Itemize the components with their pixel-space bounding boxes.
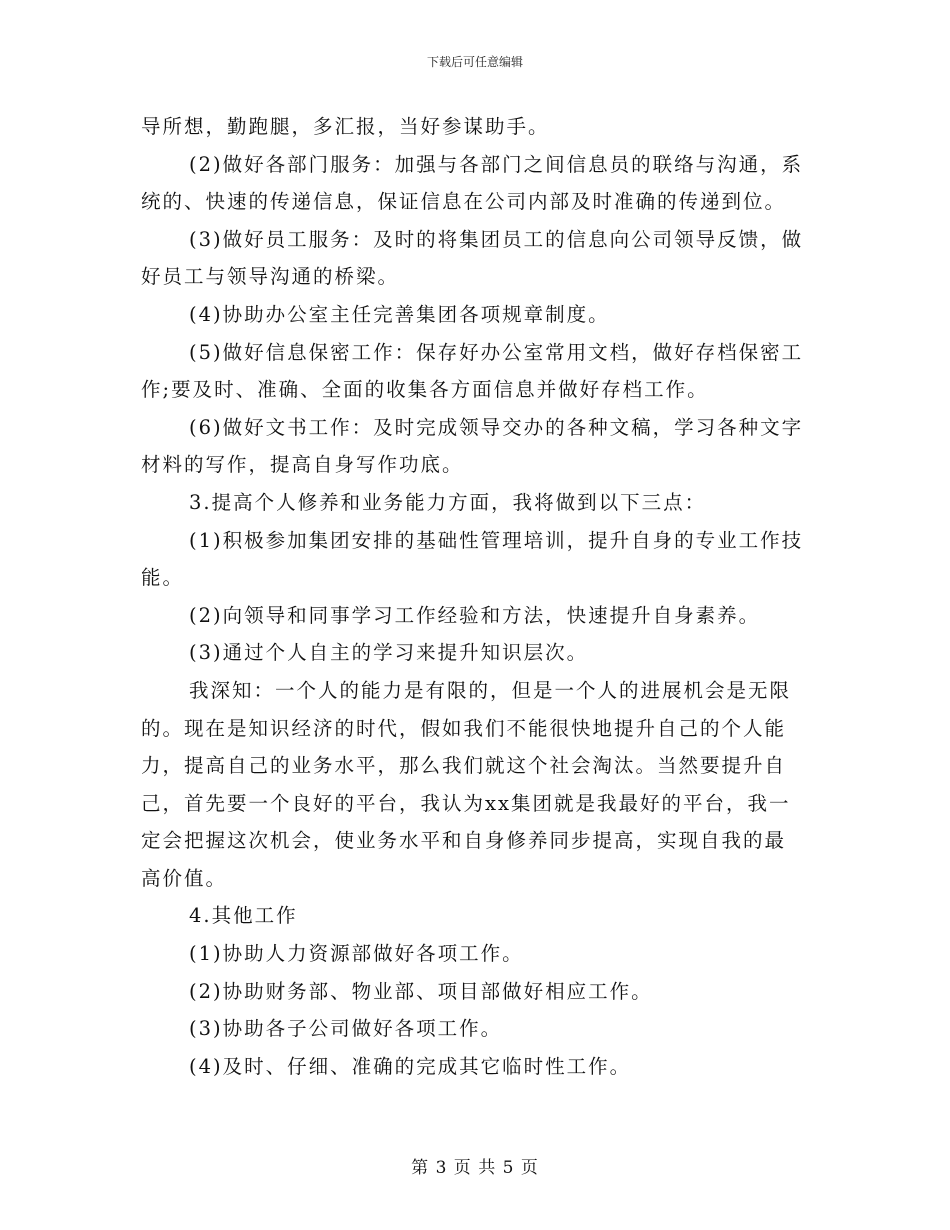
text-line: 能。 bbox=[141, 566, 185, 590]
text-line: (3)做好员工服务：及时的将集团员工的信息向公司领导反馈，做 bbox=[189, 227, 804, 251]
text-line: 定会把握这次机会，使业务水平和自身修养同步提高，实现自我的最 bbox=[141, 829, 787, 853]
section-heading: 3.提高个人修养和业务能力方面，我将做到以下三点： bbox=[189, 490, 707, 514]
document-body bbox=[141, 108, 811, 1085]
text-line: (3)协助各子公司做好各项工作。 bbox=[189, 1017, 503, 1041]
text-line: 导所想，勤跑腿，多汇报，当好参谋助手。 bbox=[141, 115, 550, 138]
text-line: 己，首先要一个良好的平台，我认为xx集团就是我最好的平台，我一 bbox=[141, 791, 791, 815]
text-line: (4)协助办公室主任完善集团各项规章制度。 bbox=[189, 302, 610, 326]
text-line: 的。现在是知识经济的时代，假如我们不能很快地提升自己的个人能 bbox=[141, 716, 787, 740]
text-line: (2)协助财务部、物业部、项目部做好相应工作。 bbox=[189, 979, 653, 1003]
text-line: 作;要及时、准确、全面的收集各方面信息并做好存档工作。 bbox=[141, 378, 709, 402]
text-line: (2)做好各部门服务：加强与各部门之间信息员的联络与沟通，系 bbox=[189, 152, 804, 176]
text-line: (1)协助人力资源部做好各项工作。 bbox=[189, 942, 524, 966]
page-footer: 第 3 页 共 5 页 bbox=[411, 1158, 539, 1178]
text-line: (2)向领导和同事学习工作经验和方法，快速提升自身素养。 bbox=[189, 603, 761, 627]
text-line: 我深知：一个人的能力是有限的，但是一个人的进展机会是无限 bbox=[189, 678, 792, 702]
text-line: 力，提高自己的业务水平，那么我们就这个社会淘汰。当然要提升自 bbox=[141, 754, 787, 778]
text-line: (5)做好信息保密工作：保存好办公室常用文档，做好存档保密工 bbox=[189, 340, 804, 364]
text-line: 材料的写作，提高自身写作功底。 bbox=[141, 453, 464, 477]
text-line: (3)通过个人自主的学习来提升知识层次。 bbox=[189, 641, 589, 665]
text-line: 好员工与领导沟通的桥梁。 bbox=[141, 265, 400, 289]
text-line: 高价值。 bbox=[141, 866, 228, 890]
text-line: (4)及时、仔细、准确的完成其它临时性工作。 bbox=[189, 1054, 632, 1078]
text-line: (1)积极参加集团安排的基础性管理培训，提升自身的专业工作技 bbox=[189, 528, 804, 552]
text-line: (6)做好文书工作：及时完成领导交办的各种文稿，学习各种文字 bbox=[189, 415, 804, 439]
section-heading: 4.其他工作 bbox=[189, 904, 298, 928]
page-header: 下载后可任意编辑 bbox=[426, 55, 523, 69]
text-line: 统的、快速的传递信息，保证信息在公司内部及时准确的传递到位。 bbox=[141, 190, 787, 214]
